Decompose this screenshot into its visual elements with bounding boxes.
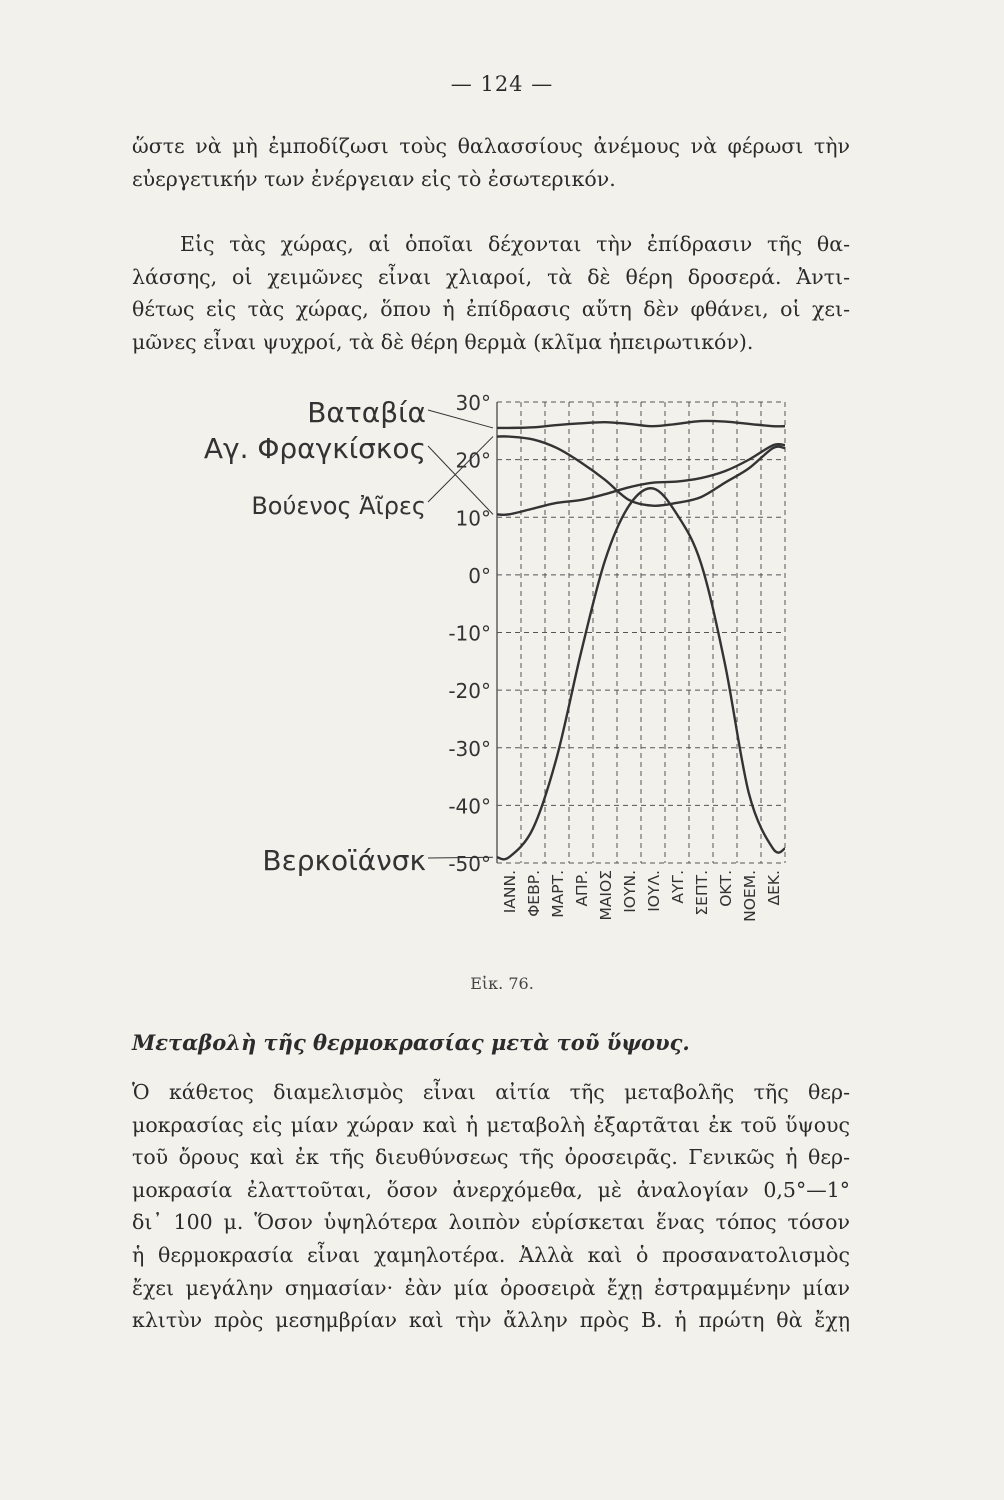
y-tick-label: 30°: [455, 391, 491, 415]
temperature-chart-svg: [0, 380, 1004, 940]
figure-caption: Εἰκ. 76.: [470, 974, 534, 993]
y-tick-label: -20°: [448, 679, 491, 704]
x-tick-label: ΣΕΠΤ.: [693, 870, 711, 916]
paragraph-3: [132, 1076, 850, 1337]
y-axis-ticks: [448, 391, 491, 876]
text-line: ἔχει μεγάλην σημασίαν· ἐὰν μία ὀροσειρὰ ἔχῃ ἐστραμμένην μίαν: [132, 1275, 850, 1300]
paragraph-2: [132, 228, 850, 358]
text-line: ἡ θερμοκρασία εἶναι χαμηλοτέρα. Ἀλλὰ καὶ ὁ προσανατολισμὸς: [132, 1242, 850, 1267]
y-tick-label: 20°: [455, 448, 491, 473]
text-line: λάσσης, οἱ χειμῶνες εἶναι χλιαροί, τὰ δὲ θέρη δροσερά. Ἀντι-: [132, 264, 850, 289]
x-tick-label: ΦΕΒΡ.: [525, 870, 543, 917]
city-label: Αγ. Φραγκίσκος: [203, 432, 426, 465]
text-line: ὥστε νὰ μὴ ἐμποδίζωσι τοὺς θαλασσίους ἀνέμους νὰ φέρωσι τὴν: [132, 134, 850, 158]
temperature-chart: [0, 380, 1004, 940]
x-tick-label: ΔΕΚ.: [765, 870, 783, 906]
paragraph-1: [132, 130, 850, 195]
text-line: Εἰς τὰς χώρας, αἱ ὁποῖαι δέχονται τὴν ἐπίδρασιν τῆς θα-: [180, 232, 850, 256]
text-line: Ὁ κάθετος διαμελισμὸς εἶναι αἰτία τῆς μεταβολῆς τῆς θερ-: [132, 1080, 850, 1104]
y-tick-label: -50°: [448, 852, 491, 876]
x-axis-month-labels: [501, 870, 783, 922]
city-label: Βούενος Ἀῖρες: [251, 492, 426, 520]
y-tick-label: -30°: [448, 736, 491, 761]
y-tick-label: -10°: [448, 621, 491, 646]
city-label: Βαταβία: [307, 396, 426, 429]
y-tick-label: -40°: [448, 794, 491, 819]
city-label: Βερκοϊάνσκ: [262, 844, 426, 877]
text-line: κλιτὺν πρὸς μεσημβρίαν καὶ τὴν ἄλλην πρὸς Β. ἡ πρώτη θὰ ἔχῃ: [132, 1308, 850, 1333]
text-line: μῶνες εἶναι ψυχροί, τὰ δὲ θέρη θερμὰ (κλῖμα ἠπειρωτικόν).: [132, 329, 754, 354]
text-line: δι᾽ 100 μ. Ὅσον ὑψηλότερα λοιπὸν εὑρίσκεται ἕνας τόπος τόσον: [132, 1210, 850, 1235]
text-line: μοκρασίας εἰς μίαν χώραν καὶ ἡ μεταβολὴ ἐξαρτᾶται ἐκ τοῦ ὕψους: [132, 1112, 850, 1137]
page-number: — 124 —: [450, 72, 554, 96]
x-tick-label: ΑΥΓ.: [669, 870, 687, 904]
x-tick-label: ΟΚΤ.: [717, 870, 735, 907]
chart-grid: [497, 402, 785, 863]
section-title: Μεταβολὴ τῆς θερμοκρασίας μετὰ τοῦ ὕψους.: [132, 1030, 690, 1055]
text-line: εὐεργετικήν των ἐνέργειαν εἰς τὸ ἐσωτερικόν.: [132, 166, 616, 191]
y-tick-label: 10°: [455, 506, 491, 531]
x-tick-label: ΜΑΙΟΣ: [597, 870, 615, 921]
x-tick-label: ΑΠΡ.: [573, 870, 591, 907]
y-tick-label: 0°: [468, 563, 491, 588]
x-tick-label: ΜΑΡΤ.: [549, 870, 567, 918]
text-line: μοκρασία ἐλαττοῦται, ὅσον ἀνερχόμεθα, μὲ ἀναλογίαν 0,5°—1°: [132, 1177, 850, 1202]
x-tick-label: ΙΟΥΛ.: [645, 870, 663, 912]
x-tick-label: ΙΑΝΝ.: [501, 870, 519, 914]
text-line: τοῦ ὄρους καὶ ἐκ τῆς διευθύνσεως τῆς ὀροσειρᾶς. Γενικῶς ἡ θερ-: [132, 1145, 850, 1170]
x-tick-label: ΝΟΕΜ.: [741, 870, 759, 922]
text-line: θέτως εἰς τὰς χώρας, ὅπου ἡ ἐπίδρασις αὕτη δὲν φθάνει, οἱ χει-: [132, 297, 850, 322]
x-tick-label: ΙΟΥΝ.: [621, 870, 639, 913]
